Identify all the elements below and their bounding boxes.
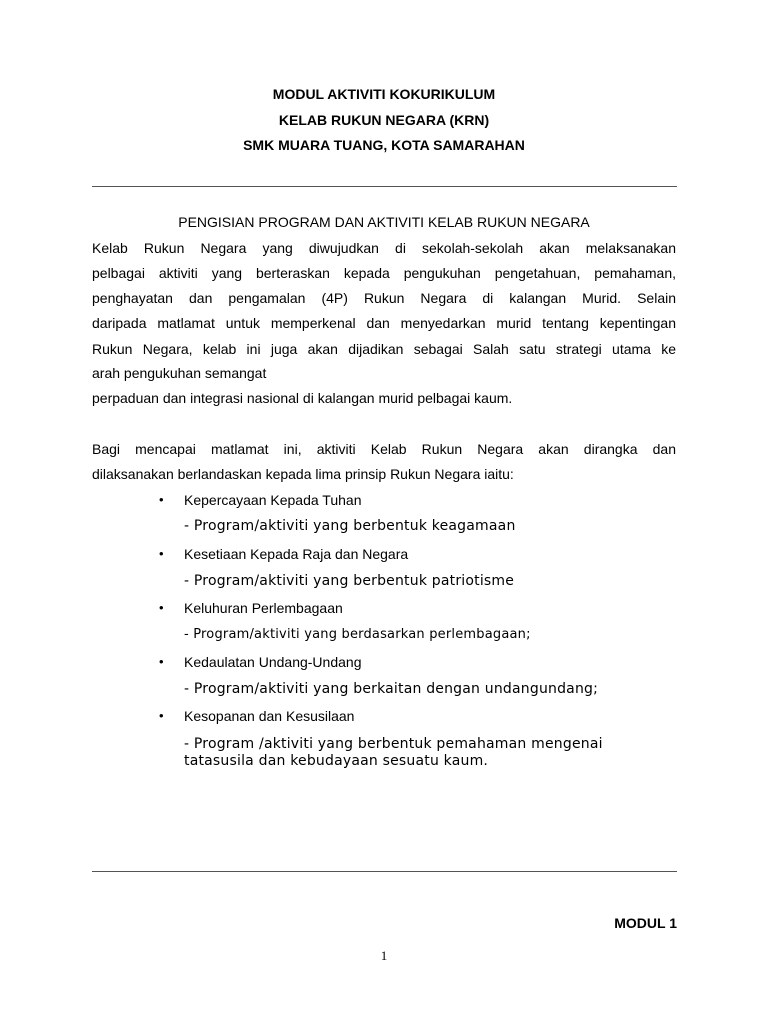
section-heading: PENGISIAN PROGRAM DAN AKTIVITI KELAB RUKUN NEGARA: [178, 214, 590, 230]
title-line-3: SMK MUARA TUANG, KOTA SAMARAHAN: [243, 137, 525, 153]
paragraph1-line-1: Kelab Rukun Negara yang diwujudkan di sekolah-sekolah akan melaksanakan: [92, 240, 676, 256]
principle-detail-3: - Program/aktiviti yang berdasarkan perlembagaan;: [184, 627, 531, 642]
paragraph2-line-2: dilaksanakan berlandaskan kepada lima prinsip Rukun Negara iaitu:: [92, 466, 514, 482]
bullet-icon: •: [159, 654, 164, 669]
principle-label-3: Keluhuran Perlembagaan: [184, 600, 343, 616]
principle-detail-2: - Program/aktiviti yang berbentuk patriotisme: [184, 573, 515, 589]
paragraph1-line-2: pelbagai aktiviti yang berteraskan kepada pengukuhan pengetahuan, pemahaman,: [92, 265, 676, 281]
principle-label-2: Kesetiaan Kepada Raja dan Negara: [184, 546, 409, 562]
principle-detail-1: - Program/aktiviti yang berbentuk keagamaan: [184, 518, 516, 534]
principle-detail-5-line-1: - Program /aktiviti yang berbentuk pemahaman mengenai: [184, 736, 603, 752]
title-line-2: KELAB RUKUN NEGARA (KRN): [278, 112, 490, 128]
paragraph1-line-6: arah pengukuhan semangat: [92, 365, 267, 381]
title-line-1: MODUL AKTIVITI KOKURIKULUM: [272, 86, 496, 102]
principle-label-5: Kesopanan dan Kesusilaan: [184, 708, 355, 724]
paragraph2-line-1: Bagi mencapai matlamat ini, aktiviti Kelab Rukun Negara akan dirangka dan: [92, 441, 676, 457]
principle-label-1: Kepercayaan Kepada Tuhan: [184, 492, 362, 508]
principle-label-4: Kedaulatan Undang-Undang: [184, 654, 362, 670]
principle-detail-5-line-2: tatasusila dan kebudayaan sesuatu kaum.: [184, 753, 489, 769]
paragraph1-line-3: penghayatan dan pengamalan (4P) Rukun Negara di kalangan Murid. Selain: [92, 290, 676, 306]
paragraph1-line-4: daripada matlamat untuk memperkenal dan menyedarkan murid tentang kepentingan: [92, 315, 676, 331]
paragraph1-line-7: perpaduan dan integrasi nasional di kalangan murid pelbagai kaum.: [92, 390, 513, 406]
bullet-icon: •: [159, 546, 164, 561]
page-number: 1: [380, 948, 388, 963]
bullet-icon: •: [159, 708, 164, 723]
top-divider: [92, 186, 677, 187]
principle-detail-4: - Program/aktiviti yang berkaitan dengan undangundang;: [184, 681, 599, 697]
modul-label: MODUL 1: [614, 915, 677, 931]
bullet-icon: •: [159, 492, 164, 507]
paragraph1-line-5: Rukun Negara, kelab ini juga akan dijadikan sebagai Salah satu strategi utama ke: [92, 341, 676, 357]
bottom-divider: [92, 871, 677, 872]
bullet-icon: •: [159, 600, 164, 615]
